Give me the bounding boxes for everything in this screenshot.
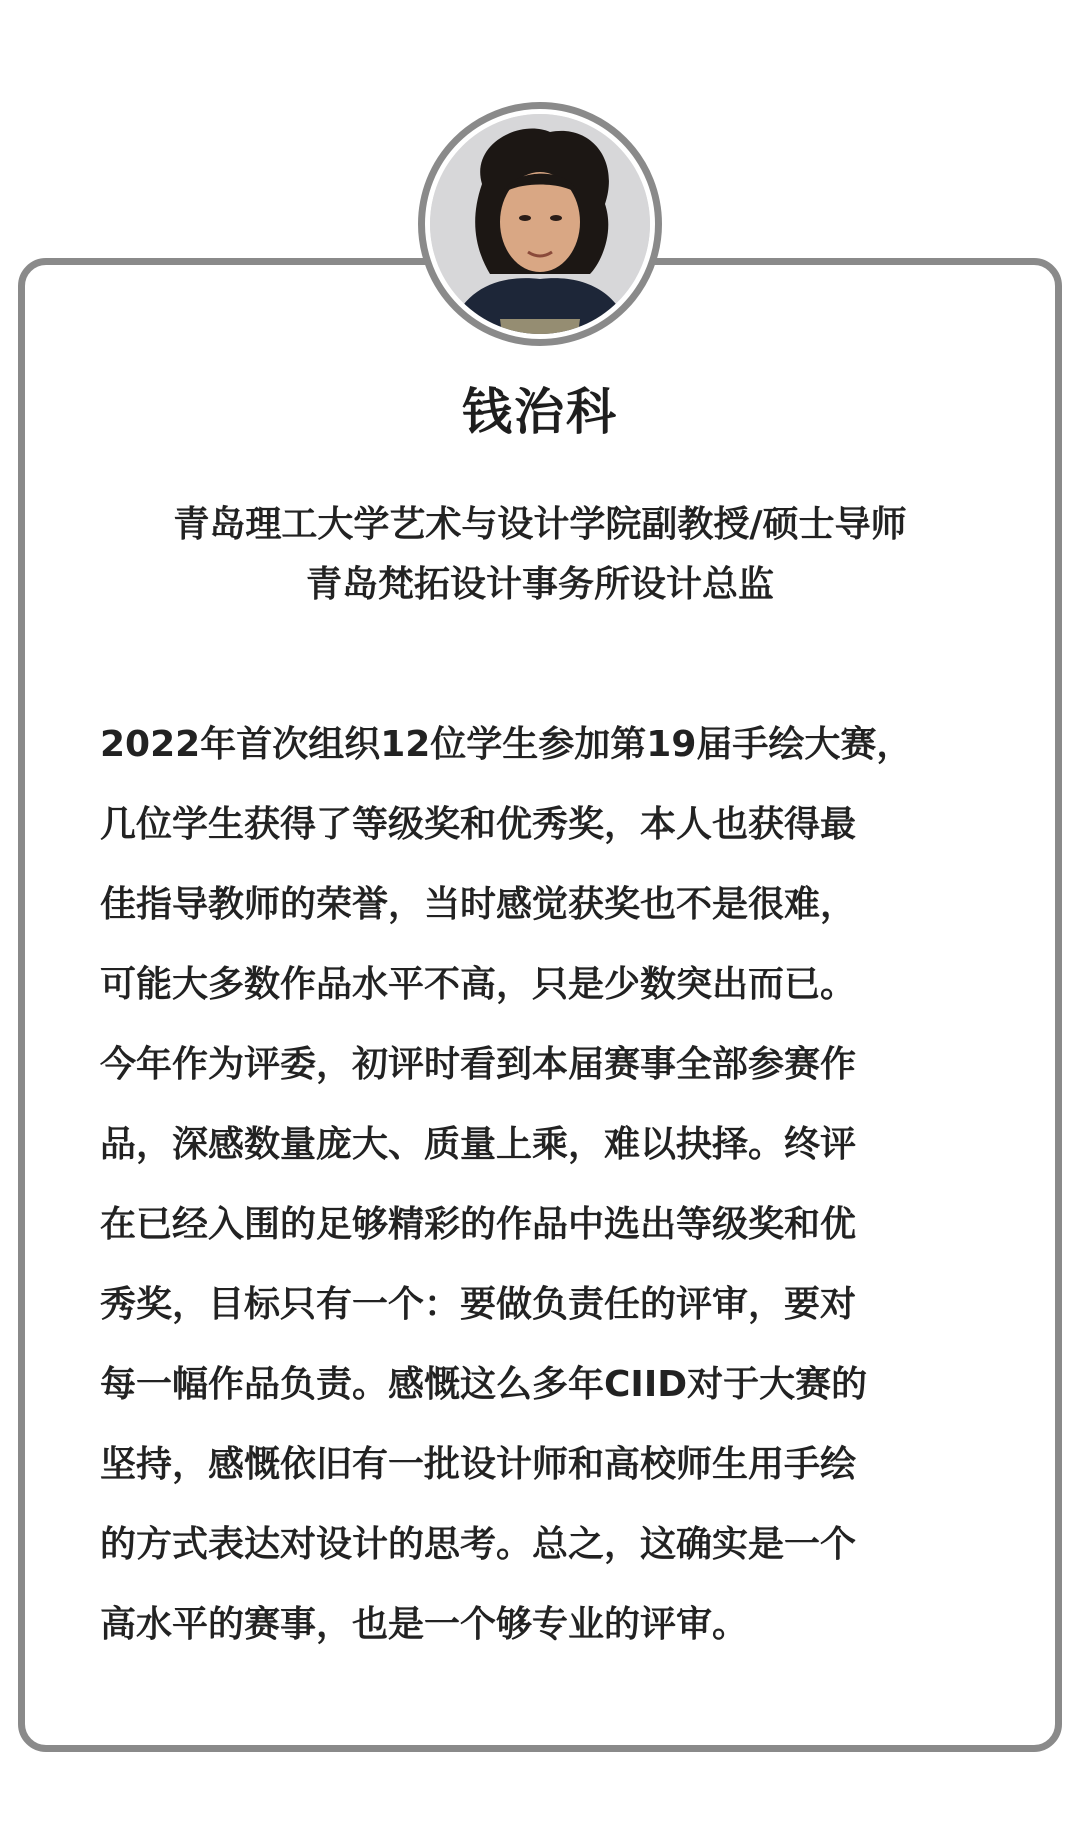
statement-line: 坚持，感慨依旧有一批设计师和高校师生用手绘 xyxy=(100,1444,857,1485)
person-name: 钱治科 xyxy=(462,383,618,441)
avatar xyxy=(430,114,650,334)
statement-line: 在已经入围的足够精彩的作品中选出等级奖和优 xyxy=(100,1204,857,1245)
title-line: 青岛理工大学艺术与设计学院副教授/硕士导师 xyxy=(173,504,907,545)
statement-line: 的方式表达对设计的思考。总之，这确实是一个 xyxy=(100,1524,857,1565)
statement-line: 今年作为评委，初评时看到本届赛事全部参赛作 xyxy=(100,1044,857,1085)
avatar-frame xyxy=(418,102,662,346)
statement-line: 秀奖，目标只有一个：要做负责任的评审，要对 xyxy=(100,1284,857,1325)
statement-line: 佳指导教师的荣誉，当时感觉获奖也不是很难， xyxy=(100,884,857,925)
title-line: 青岛梵拓设计事务所设计总监 xyxy=(305,564,774,605)
statement-line: 2022年首次组织12位学生参加第19届手绘大赛， xyxy=(100,724,913,765)
portrait-photo xyxy=(430,114,650,334)
statement-line: 品，深感数量庞大、质量上乘，难以抉择。终评 xyxy=(100,1124,857,1165)
statement-line: 可能大多数作品水平不高，只是少数突出而已。 xyxy=(100,964,857,1005)
statement-line: 高水平的赛事，也是一个够专业的评审。 xyxy=(100,1604,749,1645)
person-titles xyxy=(0,495,1080,615)
statement xyxy=(100,705,1000,1665)
statement-line: 几位学生获得了等级奖和优秀奖，本人也获得最 xyxy=(100,804,857,845)
statement-line: 每一幅作品负责。感慨这么多年CIID对于大赛的 xyxy=(100,1364,868,1405)
